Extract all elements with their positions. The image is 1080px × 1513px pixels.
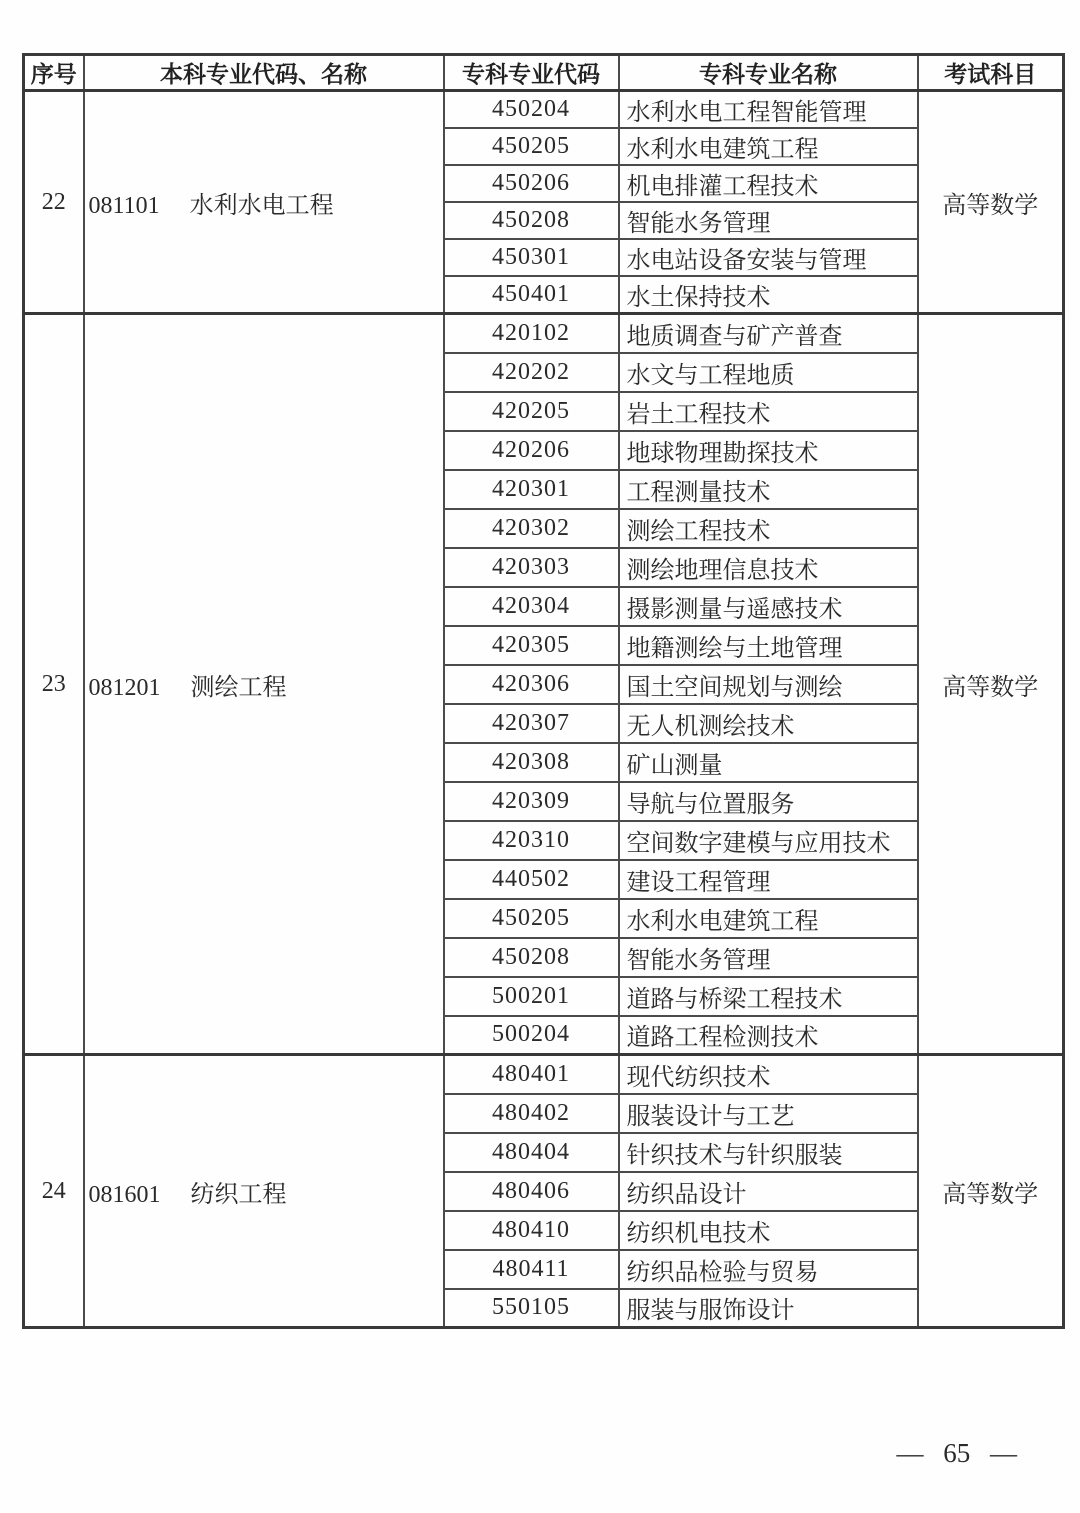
header-cell-0: 序号 [24, 55, 84, 91]
college-major-code-cell: 450205 [444, 899, 619, 938]
college-major-code-cell: 480410 [444, 1211, 619, 1250]
undergrad-major-code: 081601 [88, 1181, 161, 1208]
table-row [24, 91, 1064, 129]
college-major-name-cell: 地球物理勘探技术 [619, 431, 918, 470]
college-major-name-cell: 服装与服饰设计 [619, 1289, 918, 1328]
undergrad-major-cell [84, 91, 444, 314]
seq-cell: 22 [24, 91, 84, 314]
college-major-name-cell: 水利水电建筑工程 [619, 899, 918, 938]
college-major-code-cell: 480411 [444, 1250, 619, 1289]
table-row [24, 314, 1064, 353]
college-major-name-cell: 水文与工程地质 [619, 353, 918, 392]
college-major-name-cell: 针织技术与针织服装 [619, 1133, 918, 1172]
college-major-name-cell: 空间数字建模与应用技术 [619, 821, 918, 860]
header-cell-3: 专科专业名称 [619, 55, 918, 91]
college-major-name-cell: 岩土工程技术 [619, 392, 918, 431]
college-major-code-cell: 420305 [444, 626, 619, 665]
college-major-code-cell: 500204 [444, 1016, 619, 1055]
college-major-code-cell: 450301 [444, 239, 619, 276]
college-major-code-cell: 480406 [444, 1172, 619, 1211]
college-major-code-cell: 420310 [444, 821, 619, 860]
table-row [24, 1055, 1064, 1094]
college-major-name-cell: 纺织品检验与贸易 [619, 1250, 918, 1289]
college-major-code-cell: 420306 [444, 665, 619, 704]
undergrad-major-code: 081101 [88, 192, 160, 219]
college-major-name-cell: 摄影测量与遥感技术 [619, 587, 918, 626]
college-major-code-cell: 420302 [444, 509, 619, 548]
college-major-name-cell: 国土空间规划与测绘 [619, 665, 918, 704]
college-major-code-cell: 500201 [444, 977, 619, 1016]
college-major-code-cell: 420206 [444, 431, 619, 470]
college-major-code-cell: 450208 [444, 938, 619, 977]
college-major-code-cell: 420202 [444, 353, 619, 392]
college-major-code-cell: 420102 [444, 314, 619, 353]
college-major-name-cell: 地籍测绘与土地管理 [619, 626, 918, 665]
college-major-code-cell: 440502 [444, 860, 619, 899]
college-major-code-cell: 550105 [444, 1289, 619, 1328]
college-major-code-cell: 450204 [444, 91, 619, 129]
majors-table [22, 53, 1065, 1329]
exam-subject-cell: 高等数学 [918, 314, 1064, 1055]
college-major-name-cell: 水土保持技术 [619, 276, 918, 314]
college-major-code-cell: 420301 [444, 470, 619, 509]
college-major-code-cell: 420303 [444, 548, 619, 587]
header-cell-2: 专科专业代码 [444, 55, 619, 91]
college-major-name-cell: 机电排灌工程技术 [619, 165, 918, 202]
college-major-name-cell: 工程测量技术 [619, 470, 918, 509]
college-major-name-cell: 纺织品设计 [619, 1172, 918, 1211]
college-major-code-cell: 480401 [444, 1055, 619, 1094]
undergrad-major-name: 水利水电工程 [189, 192, 334, 219]
college-major-code-cell: 450208 [444, 202, 619, 239]
undergrad-major-cell [84, 314, 444, 1055]
college-major-name-cell: 矿山测量 [619, 743, 918, 782]
page-number: — 65 — [896, 1438, 1017, 1468]
undergrad-major-code: 081201 [88, 674, 161, 701]
college-major-code-cell: 480402 [444, 1094, 619, 1133]
college-major-name-cell: 测绘地理信息技术 [619, 548, 918, 587]
college-major-code-cell: 420309 [444, 782, 619, 821]
college-major-name-cell: 道路与桥梁工程技术 [619, 977, 918, 1016]
college-major-name-cell: 智能水务管理 [619, 938, 918, 977]
undergrad-major-cell [84, 1055, 444, 1328]
header-cell-4: 考试科目 [918, 55, 1064, 91]
seq-cell: 23 [24, 314, 84, 1055]
college-major-code-cell: 420304 [444, 587, 619, 626]
college-major-code-cell: 450206 [444, 165, 619, 202]
college-major-name-cell: 水电站设备安装与管理 [619, 239, 918, 276]
college-major-name-cell: 水利水电建筑工程 [619, 128, 918, 165]
undergrad-major-name: 纺织工程 [190, 1181, 287, 1208]
college-major-code-cell: 420308 [444, 743, 619, 782]
exam-subject-cell: 高等数学 [918, 91, 1064, 314]
college-major-name-cell: 现代纺织技术 [619, 1055, 918, 1094]
college-major-code-cell: 480404 [444, 1133, 619, 1172]
college-major-name-cell: 导航与位置服务 [619, 782, 918, 821]
exam-subject-cell: 高等数学 [918, 1055, 1064, 1328]
college-major-name-cell: 水利水电工程智能管理 [619, 91, 918, 129]
college-major-code-cell: 450205 [444, 128, 619, 165]
undergrad-major-name: 测绘工程 [190, 674, 287, 701]
college-major-code-cell: 420307 [444, 704, 619, 743]
college-major-name-cell: 建设工程管理 [619, 860, 918, 899]
college-major-code-cell: 420205 [444, 392, 619, 431]
seq-cell: 24 [24, 1055, 84, 1328]
college-major-name-cell: 道路工程检测技术 [619, 1016, 918, 1055]
table-header-row [24, 55, 1064, 91]
college-major-name-cell: 地质调查与矿产普查 [619, 314, 918, 353]
college-major-name-cell: 测绘工程技术 [619, 509, 918, 548]
college-major-name-cell: 服装设计与工艺 [619, 1094, 918, 1133]
college-major-code-cell: 450401 [444, 276, 619, 314]
college-major-name-cell: 纺织机电技术 [619, 1211, 918, 1250]
header-cell-1: 本科专业代码、名称 [84, 55, 444, 91]
college-major-name-cell: 无人机测绘技术 [619, 704, 918, 743]
college-major-name-cell: 智能水务管理 [619, 202, 918, 239]
